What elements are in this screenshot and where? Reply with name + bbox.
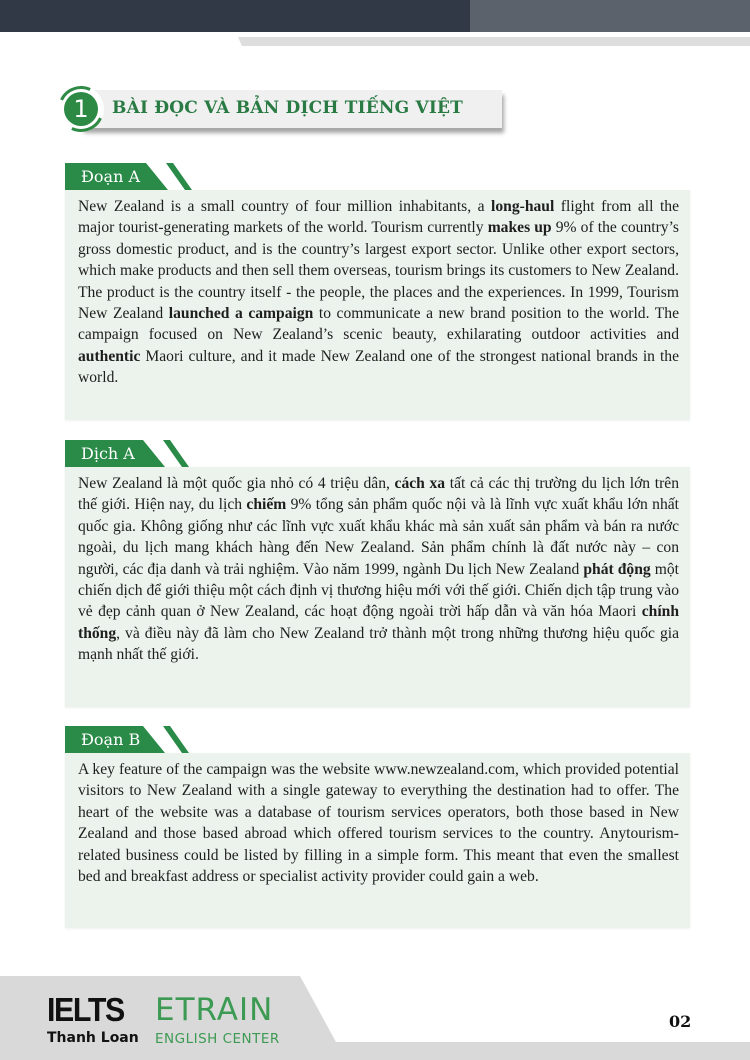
logo-thanh-loan: Thanh Loan — [47, 1030, 139, 1046]
key-term: chính thống — [78, 603, 679, 642]
paragraph-box-doan-b — [65, 753, 690, 928]
section-heading — [58, 86, 504, 132]
logo-ielts: IELTS — [47, 991, 124, 1028]
logo-etrain: ETRAIN — [155, 992, 274, 1028]
page-number: 02 — [669, 1012, 692, 1031]
key-term: launched a campaign — [168, 305, 314, 323]
paragraph-box-doan-a — [65, 190, 690, 420]
section-title: BÀI ĐỌC VÀ BẢN DỊCH TIẾNG VIỆT — [112, 98, 464, 118]
footer-cutout — [300, 976, 750, 1042]
key-term: long-haul — [491, 198, 555, 215]
section-number-badge: 1 — [64, 92, 98, 126]
tab-stripe-decoration — [166, 163, 192, 190]
paragraph-text: New Zealand là một quốc gia nhỏ có 4 triệu dân, cách xa tất cả các thị trường du lịch lớn trên thế giới. Hiện nay, du lịch chiếm 9% tổng sản phẩm quốc nội và là lĩnh vực xuất khẩu lớn nhất quốc gia. Không giống như các lĩnh vực xuất khẩu khác mà sản xuất sản phẩm và bán ra nước ngoài, du lịch mang khách hàng đến New Zealand. Sản phẩm chính là đất nước này – con người, các địa danh và trải nghiệm. Vào năm 1999, ngành Du lịch New Zealand phát động một chiến dịch để giới thiệu một cách định vị thương hiệu mới với thế giới. Chiến dịch tập trung vào vẻ đẹp cảnh quan ở New Zealand, các hoạt động ngoài trời hấp dẫn và văn hóa Maori chính thống, và điều này đã làm cho New Zealand trở thành một trong những thương hiệu quốc gia mạnh nhất thế giới. — [78, 475, 679, 664]
tab-label: Đoạn A — [81, 167, 141, 186]
paragraph-box-dich-a — [65, 467, 690, 707]
header-shelf-decoration — [238, 37, 750, 46]
tab-label: Dịch A — [81, 444, 135, 463]
tab-doan-a — [65, 163, 200, 190]
tab-dich-a — [65, 440, 200, 467]
tab-stripe-decoration — [163, 726, 189, 753]
tab-doan-b — [65, 726, 200, 753]
header-bar — [0, 0, 750, 32]
key-term: phát động — [583, 560, 651, 578]
logo-english-center: ENGLISH CENTER — [155, 1031, 280, 1047]
tab-stripe-decoration — [163, 440, 189, 467]
key-term: authentic — [78, 347, 141, 365]
key-term: makes up — [487, 219, 552, 237]
paragraph-text: A key feature of the campaign was the website www.newzealand.com, which provided potential visitors to New Zealand with a single gateway to everything the destination had to offer. The heart of the website was a database of tourism services operators, both those based in New Zealand and those based abroad which offered tourism services to the country. Anytourism-related business could be listed by filling in a simple form. This meant that even the smallest bed and breakfast address or specialist activity provider could gain a web. — [78, 761, 679, 886]
tab-label: Đoạn B — [81, 730, 141, 749]
header-bar-dark — [0, 0, 470, 32]
key-term: chiếm — [246, 496, 287, 514]
key-term: cách xa — [394, 475, 446, 492]
paragraph-text: New Zealand is a small country of four million inhabitants, a long-haul flight from all the major tourist-generating markets of the world. Tourism currently makes up 9% of the country’s gross domestic product, and is the country’s largest export sector. Unlike other export sectors, which make products and then sell them overseas, tourism brings its customers to New Zealand. The product is the country itself - the people, the places and the experiences. In 1999, Tourism New Zealand launched a campaign to communicate a new brand position to the world. The campaign focused on New Zealand’s scenic beauty, exhilarating outdoor activities and authentic Maori culture, and it made New Zealand one of the strongest national brands in the world. — [78, 198, 679, 387]
